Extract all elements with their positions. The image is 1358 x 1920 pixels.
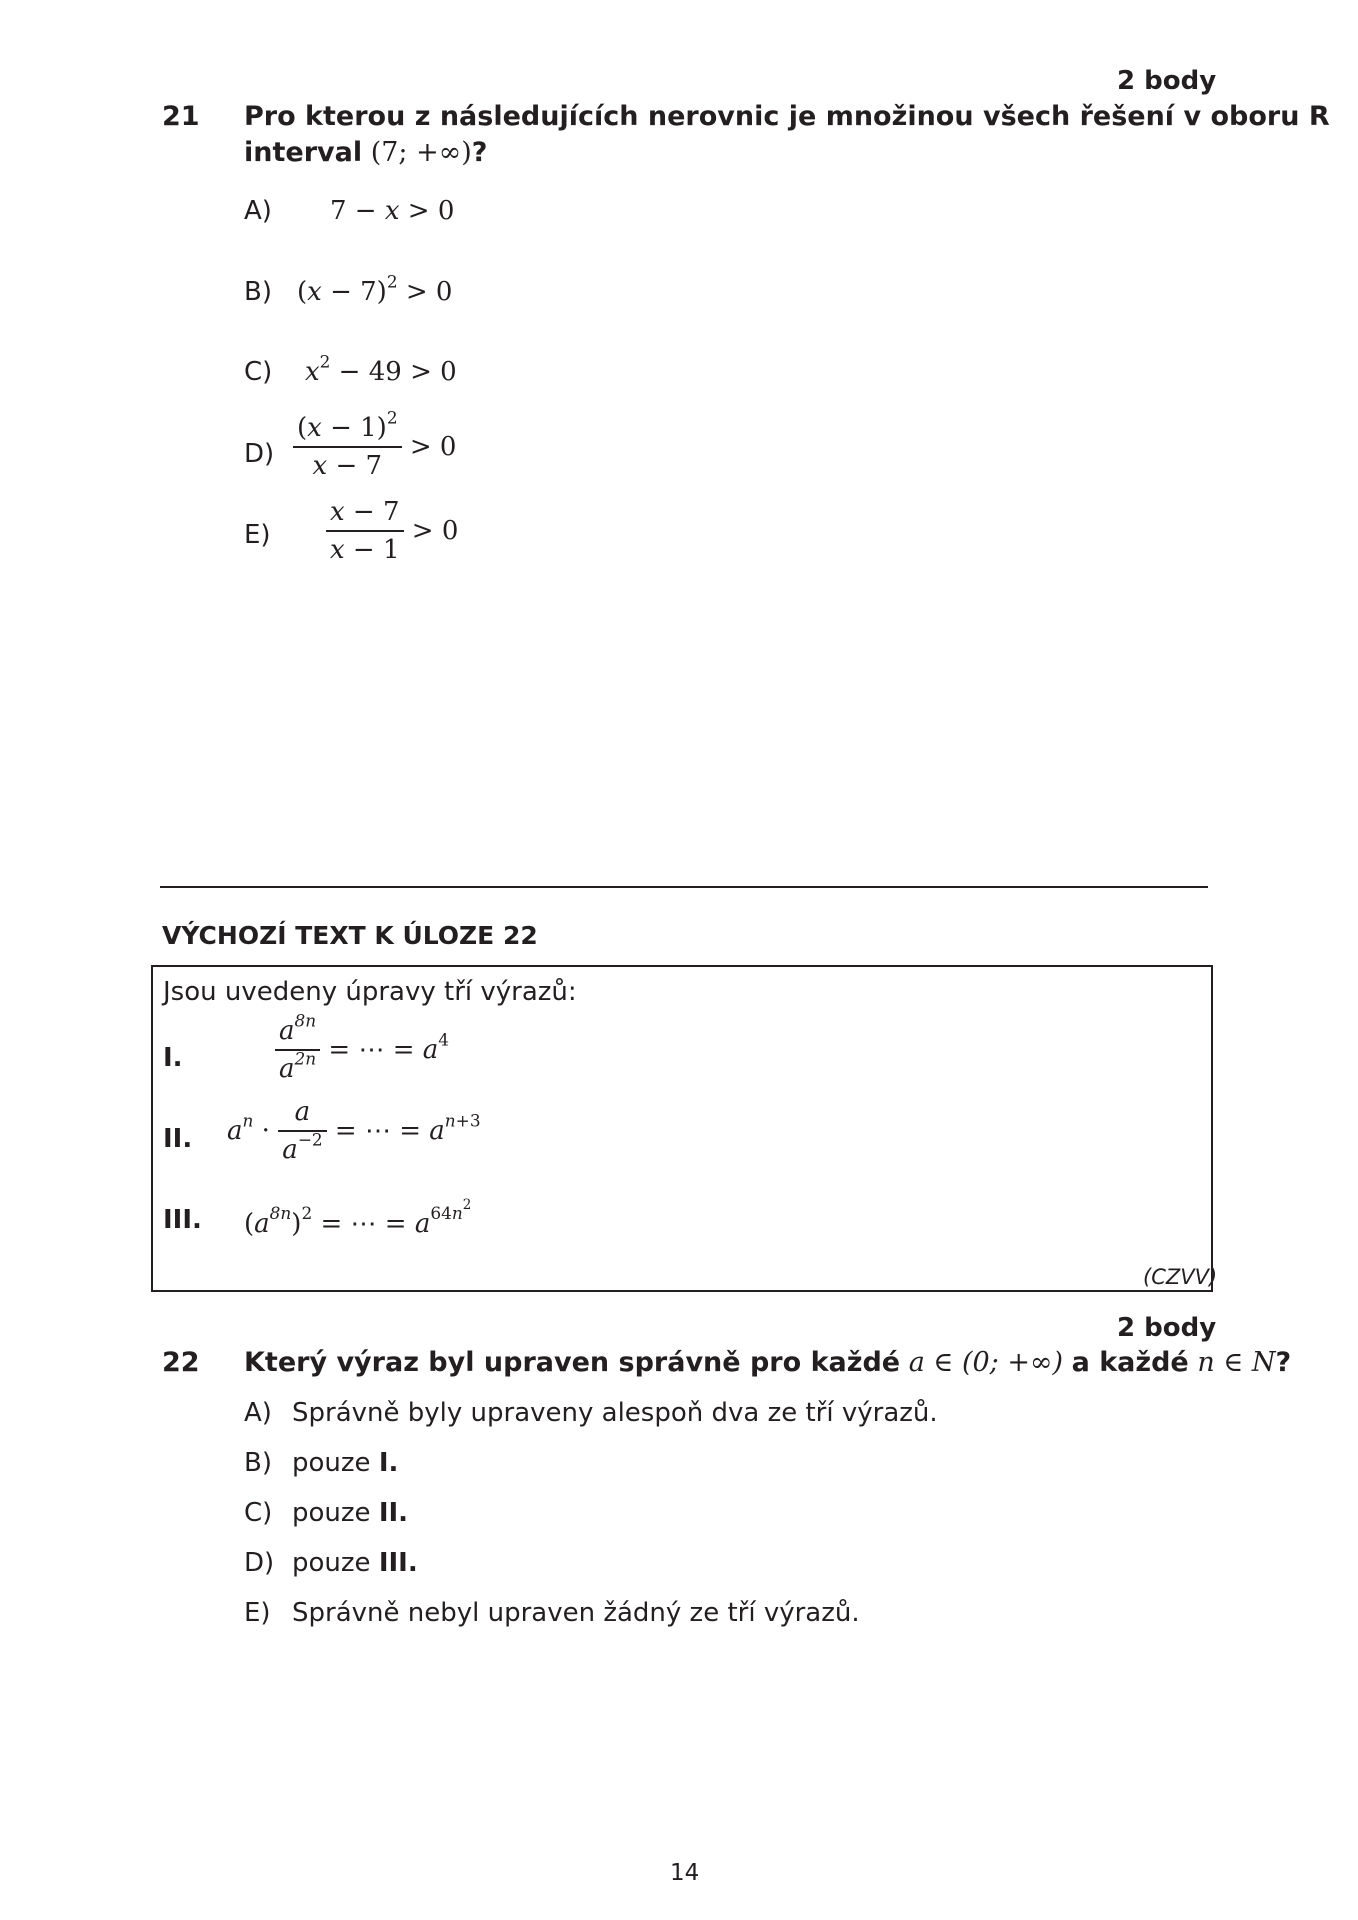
task22-option-d-text [292, 1548, 418, 1578]
task22-option-e [244, 1598, 860, 1628]
task22-option-d-letter: D) [244, 1548, 275, 1578]
task22-option-c-text [292, 1498, 408, 1528]
source-item-3-label: III. [163, 1205, 202, 1235]
task22-option-e-text: Správně nebyl upraven žádný ze tří výrazů. [292, 1598, 860, 1628]
task22-option-d-word: pouze [292, 1548, 371, 1578]
task22-option-b-letter: B) [244, 1448, 272, 1478]
task22-option-c [244, 1498, 409, 1528]
source-item-1-label: I. [163, 1043, 183, 1073]
task21-option-a-letter: A) [244, 196, 272, 226]
task22-question-part1: Který výraz byl upraven správně pro každé [244, 1347, 901, 1378]
task22-question-part2: a každé [1071, 1347, 1189, 1378]
task22-option-c-letter: C) [244, 1498, 273, 1528]
task22-option-b [244, 1448, 399, 1478]
page-number: 14 [670, 1860, 700, 1886]
task21-option-e-letter: E) [244, 520, 271, 550]
task21-option-d-fraction: $\frac{(x - 1)^2}{x - 7}$ [293, 413, 402, 481]
task21-option-d-expr: $\frac{(x - 1)^2}{x - 7}$ > 0 [293, 413, 456, 481]
task21-question-prefix: interval [244, 137, 363, 168]
task21-number: 21 [162, 101, 200, 132]
task22-option-b-text [292, 1448, 398, 1478]
task22-question-math1: a ∈ (0; +∞) [908, 1347, 1063, 1378]
task22-option-a [244, 1398, 938, 1428]
task21-option-b-expr: $(x - 7)^2 > 0$ [297, 271, 453, 307]
task22-option-b-bold: I. [378, 1448, 399, 1478]
source-text-heading: VÝCHOZÍ TEXT K ÚLOZE 22 [162, 921, 538, 950]
task22-question-end: ? [1275, 1347, 1292, 1378]
task21-option-c-expr: $x^2 - 49 > 0$ [305, 351, 457, 387]
task22-question [244, 1347, 1291, 1378]
task21-option-d-letter: D) [244, 439, 275, 469]
task22-option-a-letter: A) [244, 1398, 272, 1428]
task21-question-line1: Pro kterou z následujících nerovnic je množinou všech řešení v oboru R [244, 101, 1330, 132]
task22-option-e-letter: E) [244, 1598, 271, 1628]
section-divider [160, 886, 1208, 888]
task22-option-c-word: pouze [292, 1498, 371, 1528]
task21-option-e-fraction: $\frac{x - 7}{x - 1}$ [326, 497, 404, 565]
source-item-2-expr: $a^n$ · $\frac{a}{a^{-2}}$ = ⋯ = $a^{n+3}$ [227, 1097, 481, 1165]
source-attribution: (CZVV) [1143, 1265, 1218, 1289]
source-item-1-expr: $\frac{a^{8n}}{a^{2n}}$ = ⋯ = $a^4$ [275, 1016, 449, 1084]
task22-option-d-bold: III. [378, 1548, 418, 1578]
task22-points: 2 body [1117, 1313, 1217, 1343]
task21-question-mark: ? [471, 137, 488, 168]
task21-option-c-letter: C) [244, 357, 273, 387]
task22-question-math2: n ∈ N [1197, 1347, 1276, 1378]
task22-option-d [244, 1548, 418, 1578]
task21-question-line2 [244, 137, 487, 168]
task22-number: 22 [162, 1347, 200, 1378]
task22-option-c-bold: II. [378, 1498, 409, 1528]
task21-option-e-expr: $\frac{x - 7}{x - 1}$ > 0 [326, 497, 458, 565]
source-item-3-expr: $(a^{8n})^2$ = ⋯ = $a^{64n^2}$ [244, 1197, 472, 1239]
task22-option-b-word: pouze [292, 1448, 371, 1478]
source-item-2-label: II. [163, 1124, 193, 1154]
source-text-intro: Jsou uvedeny úpravy tří výrazů: [163, 977, 577, 1007]
task21-option-a-expr: 7 − x > 0 [330, 196, 455, 226]
task21-points: 2 body [1117, 66, 1217, 96]
source-item-1-fraction: $\frac{a^{8n}}{a^{2n}}$ [275, 1016, 320, 1084]
task21-option-b-letter: B) [244, 277, 272, 307]
task22-option-a-text: Správně byly upraveny alespoň dva ze tří výrazů. [292, 1398, 938, 1428]
source-item-2-fraction: $\frac{a}{a^{-2}}$ [278, 1097, 326, 1165]
task21-interval: (7; +∞) [370, 137, 472, 168]
